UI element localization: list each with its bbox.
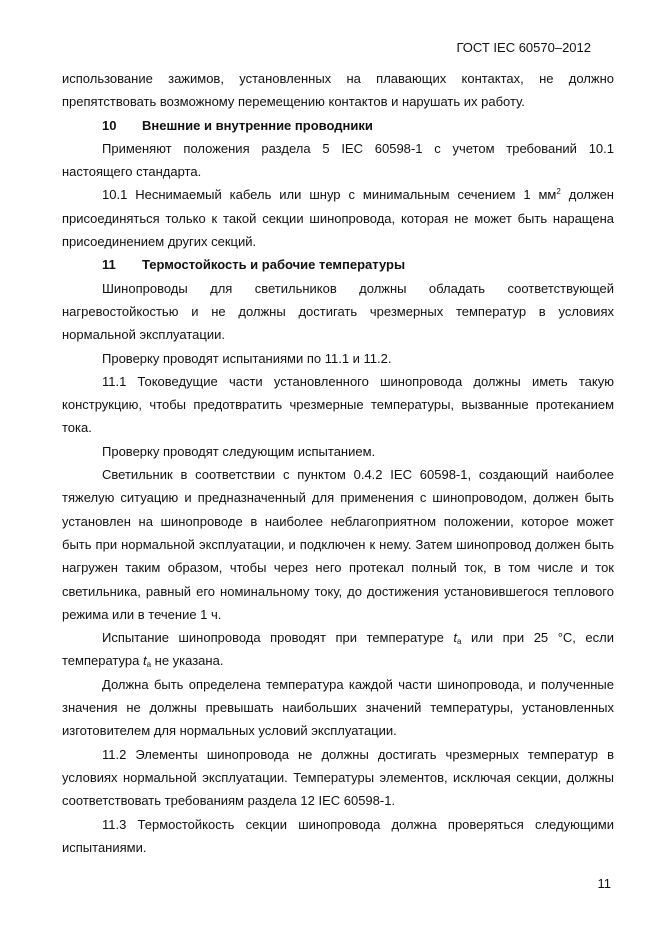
section-number: 10: [102, 117, 117, 133]
section-title: Внешние и внутренние проводники: [142, 117, 373, 133]
text-run: Испытание шинопровода проводят при температуре: [102, 630, 454, 646]
section-10-heading: [62, 114, 614, 137]
variable: t: [453, 630, 457, 646]
subscript: a: [457, 637, 462, 647]
paragraph-11-1-check: Проверку проводят следующим испытанием.: [102, 443, 376, 459]
document-body: [62, 67, 614, 859]
text-run: 10.1 Неснимаемый кабель или шнур с минимальным сечением 1 мм: [102, 187, 557, 203]
section-number: 11: [102, 257, 116, 273]
paragraph-11: Шинопроводы для светильников должны обладать соответствующей нагревостойкостью и не должны достигать чрезмерных температур в условиях нормальной эксплуатации.: [62, 280, 614, 343]
text-run: должен присоединяться только к такой секции шинопровода, которая не может быть наращена присоединением других секций.: [62, 187, 614, 250]
text-run: или при 25 °C, если температура: [62, 630, 614, 669]
paragraph-11-1-luminaire: Светильник в соответствии с пунктом 0.4.2 IEC 60598-1, создающий наиболее тяжелую ситуацию и предназначенный для применения с шинопроводом, должен быть установлен на шинопроводе в наиболее неблагоприятном положении, которое может быть при нормальной эксплуатации, и подключен к нему. Затем шинопровод должен быть нагружен таким образом, чтобы через него протекал полный ток, в том числе и ток светильника, равный его номинальному току, до достижения установившегося теплового режима или в течение 1 ч.: [62, 467, 614, 622]
paragraph-11-3: 11.3 Термостойкость секции шинопровода должна проверяться следующими испытаниями.: [62, 816, 614, 855]
paragraph-11-check: Проверку проводят испытаниями по 11.1 и 11.2.: [102, 350, 392, 366]
paragraph-11-1: 11.1 Токоведущие части установленного шинопровода должны иметь такую конструкцию, чтобы предотвратить чрезмерные температуры, вызванные протеканием тока.: [62, 373, 614, 436]
document-id-header: ГОСТ IEC 60570–2012: [456, 40, 591, 55]
variable: t: [142, 653, 147, 669]
superscript: 2: [556, 187, 561, 197]
paragraph-11-1-determination: Должна быть определена температура каждой части шинопровода, и полученные значения не должны превышать наибольших значений температуры, установленных изготовителем для нормальных условий эксплуатации.: [62, 676, 614, 739]
subscript: a: [146, 660, 152, 670]
section-11-heading: [62, 253, 614, 276]
section-title: Термостойкость и рабочие температуры: [142, 257, 406, 273]
paragraph-11-1-test: [62, 626, 614, 673]
paragraph-10: Применяют положения раздела 5 IEC 60598-1 с учетом требований 10.1 настоящего стандарта.: [62, 140, 614, 180]
paragraph-continuation: использование зажимов, установленных на плавающих контактах, не должно препятствовать возможному перемещению контактов и нарушать их работу.: [62, 71, 614, 110]
page-number: 11: [597, 876, 611, 891]
paragraph-10-1: [62, 183, 614, 253]
paragraph-11-2: 11.2 Элементы шинопровода не должны достигать чрезмерных температур в условиях нормальной эксплуатации. Температуры элементов, исключая секции, должны соответствовать требованиям раздела 12 IEC 60598-1.: [62, 746, 614, 809]
text-run: не указана.: [151, 653, 224, 669]
